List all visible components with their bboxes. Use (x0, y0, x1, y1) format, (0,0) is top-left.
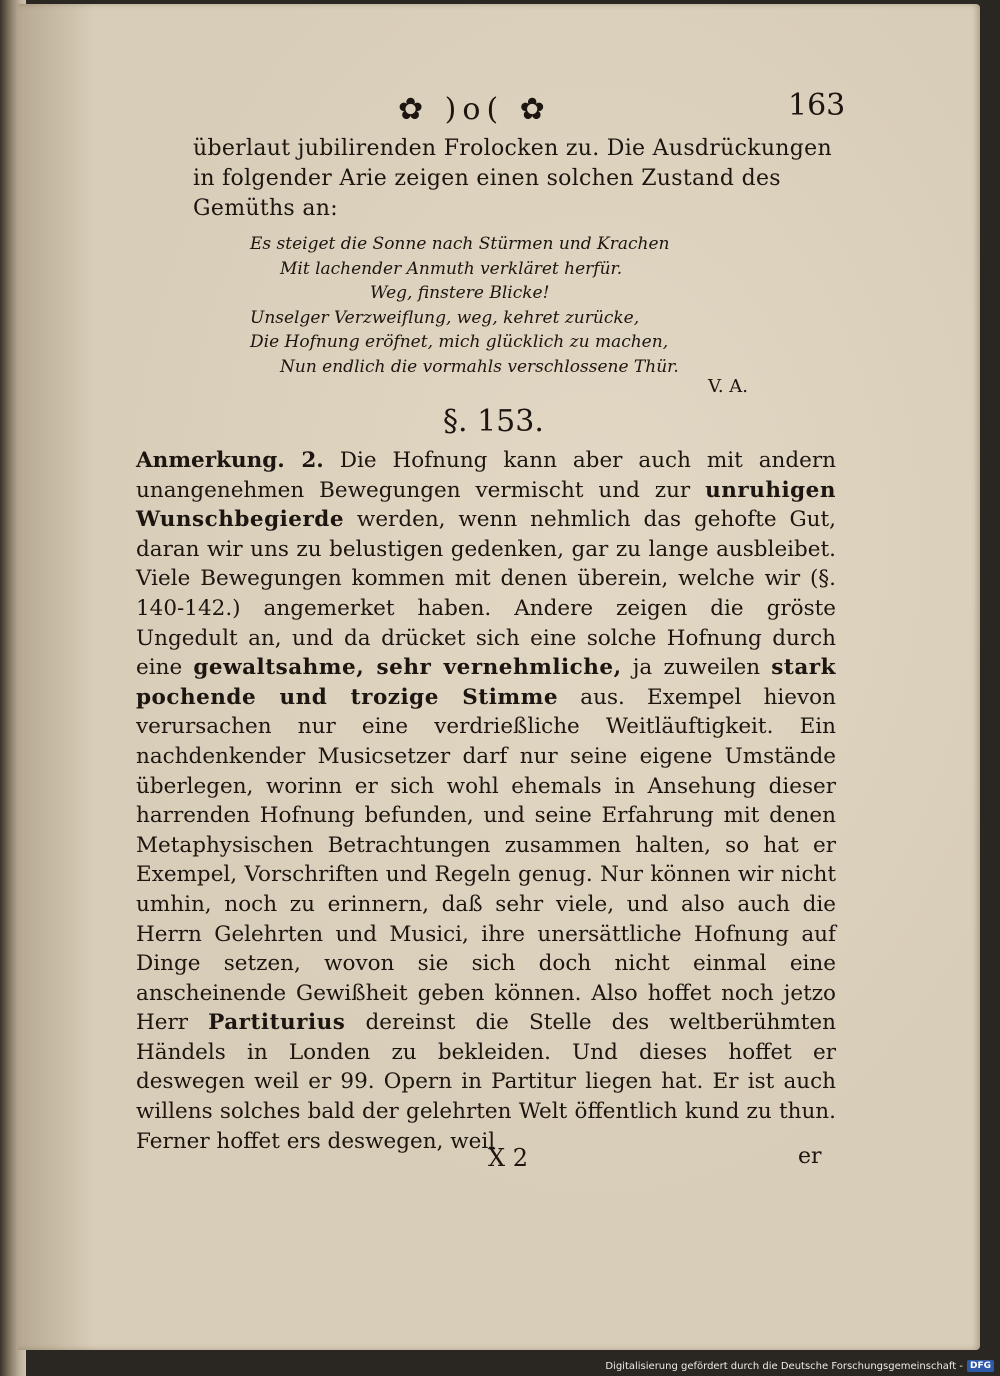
poem-line: Weg, finstere Blicke! (370, 283, 550, 304)
digitization-credit (605, 1360, 994, 1372)
aria-poem (250, 232, 770, 380)
catchword: er (798, 1144, 822, 1169)
note-paragraph (136, 446, 836, 1156)
note-text: dereinst die Stelle des weltberühmten Händels in Londen zu bekleiden. Und dieses hoffet er deswegen weil er 99. Opern in Partitur liegen hat. Er ist auch willens solches bald der gelehrten Welt öffentlich kund zu thun. Ferner hoffet ers deswegen, weil (136, 1010, 837, 1154)
emphasis-text: unruhigen Wunschbegierde (136, 477, 836, 533)
header-ornament: ✿ )o( ✿ (398, 92, 551, 127)
note-text: aus. Exempel hievon verursachen nur eine verdrießliche Weitläuftigkeit. Ein nachdenkender Musicsetzer darf nur seine eigene Umstände überlegen, worinn er sich wohl ehemals in Ansehung dieser harrenden Hofnung befunden, und seine Erfahrung mit denen Metaphysischen Betrachtungen zusammen halten, so hat er Exempel, Vorschriften und Regeln genug. Nur können wir nicht umhin, noch zu erinnern, daß sehr viele, und also auch die Herrn Gelehrten und Musici, ihre unersättliche Hofnung auf Dinge setzen, wovon sie sich doch nicht einmal eine anscheinende Gewißheit geben können. Also hoffet noch jetzo Herr (136, 684, 836, 1036)
poem-signature: V. A. (708, 376, 749, 397)
emphasis-text: gewaltsahme, sehr vernehmliche, (193, 655, 622, 681)
book-page (18, 4, 980, 1350)
note-text: werden, wenn nehmlich das gehofte Gut, daran wir uns zu belustigen gedenken, gar zu lange ausbleibet. Viele Bewegungen kommen mit denen überein, welche wir (§. 140-142.) angemerket haben. Andere zeigen die gröste Ungedult an, und da drücket sich eine solche Hofnung durch eine (136, 507, 837, 681)
intro-paragraph: überlaut jubilirenden Frolocken zu. Die Ausdrückungen in folgender Arie zeigen einen solchen Zustand des Gemüths an: (193, 136, 832, 221)
poem-line: Mit lachender Anmuth verkläret herfür. (280, 258, 623, 279)
credit-text: Digitalisierung gefördert durch die Deutsche Forschungsgemeinschaft - (605, 1360, 963, 1372)
poem-line: Es steiget die Sonne nach Stürmen und Krachen (250, 234, 670, 254)
emphasis-text: stark pochende und trozige Stimme (136, 655, 836, 710)
note-text: ja zuweilen (632, 655, 761, 681)
note-text: Die Hofnung kann aber auch mit andern unangenehmen Bewegungen vermischt und zur (136, 448, 836, 503)
note-lead: Anmerkung. 2. (136, 448, 324, 473)
emphasis-text: Partiturius (208, 1010, 346, 1036)
poem-line: Die Hofnung eröfnet, mich glücklich zu machen, (250, 332, 669, 353)
poem-line: Unselger Verzweiflung, weg, kehret zurücke, (250, 307, 640, 328)
dfg-logo: DFG (967, 1360, 994, 1372)
section-heading: §. 153. (443, 404, 544, 439)
poem-line: Nun endlich die vormahls verschlossene Thür. (280, 356, 679, 377)
page-number: 163 (788, 88, 846, 123)
signature-mark: X 2 (488, 1144, 528, 1172)
